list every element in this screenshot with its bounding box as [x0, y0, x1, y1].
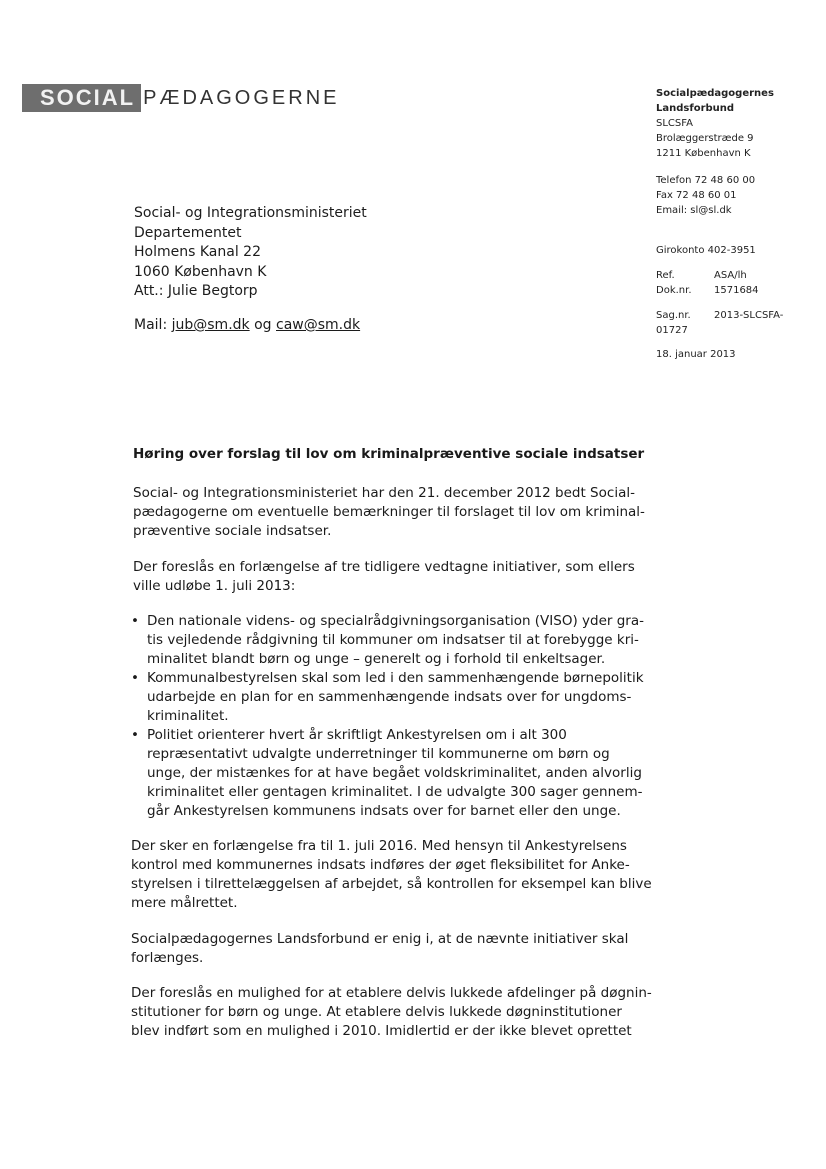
recipient-address: [134, 204, 367, 302]
paragraph-5-line: Der foreslås en mulighed for at etablere delvis lukkede afdelinger på døgnin-: [131, 985, 652, 1001]
paragraph-5-line: stitutioner for børn og unge. At etablere delvis lukkede døgninstitutioner: [131, 1004, 622, 1020]
paragraph-4-line: Socialpædagogernes Landsforbund er enig i, at de nævnte initiativer skal: [131, 931, 629, 947]
sender-street: Brolæggerstræde 9: [656, 133, 754, 144]
letter-date: 18. januar 2013: [656, 349, 736, 360]
recipient-line-2: Departementet: [134, 224, 242, 241]
mail-link-caw[interactable]: caw@sm.dk: [276, 317, 361, 333]
sender-name-1: Socialpædagogernes: [656, 88, 774, 99]
logo-social-box: SOCIAL: [22, 84, 141, 112]
recipient-line-4: 1060 København K: [134, 263, 267, 280]
sender-city: 1211 København K: [656, 148, 751, 159]
paragraph-3-line: mere målrettet.: [131, 895, 238, 911]
initiative-list: [131, 612, 661, 821]
recipient-line-5: Att.: Julie Begtorp: [134, 283, 258, 299]
sag-label: Sag.nr.: [656, 310, 691, 321]
paragraph-3-line: styrelsen i tilrettelæggelsen af arbejdet, så kontrollen for eksempel kan blive: [131, 876, 652, 892]
mail-label: Mail:: [134, 317, 172, 333]
sender-fax: Fax 72 48 60 01: [656, 190, 737, 201]
paragraph-2-line: ville udløbe 1. juli 2013:: [133, 578, 296, 594]
paragraph-1: [133, 484, 663, 541]
sender-giro: Girokonto 402-3951: [656, 245, 756, 256]
sag-value-cont: 01727: [656, 325, 688, 336]
paragraph-4-line: forlænges.: [131, 950, 204, 966]
paragraph-4: [131, 930, 661, 968]
sender-name-2: Landsforbund: [656, 103, 735, 114]
paragraph-2-line: Der foreslås en forlængelse af tre tidligere vedtagne initiativer, som ellers: [133, 559, 635, 575]
sender-block: [656, 86, 821, 362]
initiative-item-2: • Kommunalbestyrelsen skal som led i den sammenhængende børnepolitik udarbejde en plan for en sammenhængende indsats over for ungdoms- kriminalitet.: [131, 669, 661, 726]
mail-link-jub[interactable]: jub@sm.dk: [171, 317, 250, 333]
organization-logo: [22, 84, 339, 112]
paragraph-3-line: Der sker en forlængelse fra til 1. juli 2016. Med hensyn til Ankestyrelsens: [131, 838, 627, 854]
logo-paedagogerne-text: PÆDAGOGERNE: [143, 87, 340, 109]
dok-row: [656, 283, 821, 298]
paragraph-3-line: kontrol med kommunernes indsats indføres der øget fleksibilitet for Anke-: [131, 857, 630, 873]
paragraph-1-line: præventive sociale indsatser.: [133, 523, 332, 539]
paragraph-1-line: pædagogerne om eventuelle bemærkninger til forslaget til lov om kriminal-: [133, 504, 645, 520]
recipient-line-3: Holmens Kanal 22: [134, 244, 261, 260]
initiative-item-1: • Den nationale videns- og specialrådgivningsorganisation (VISO) yder gra- tis vejledende rådgivning til kommuner om indsatser til at forebygge kri- minalitet blandt børn og unge – generelt og i forhold til enkeltsager.: [131, 612, 661, 669]
letter-heading: Høring over forslag til lov om kriminalpræventive sociale indsatser: [133, 446, 645, 462]
dok-value: 1571684: [714, 285, 759, 296]
mail-separator: og: [249, 317, 276, 333]
paragraph-3: [131, 837, 661, 913]
paragraph-5-line: blev indført som en mulighed i 2010. Imidlertid er der ikke blevet oprettet: [131, 1023, 632, 1039]
paragraph-1-line: Social- og Integrationsministeriet har den 21. december 2012 bedt Social-: [133, 485, 635, 501]
ref-row: [656, 268, 821, 283]
mail-line: [134, 317, 360, 333]
sender-phone: Telefon 72 48 60 00: [656, 175, 756, 186]
sag-value: 2013-SLCSFA-: [714, 310, 784, 321]
recipient-line-1: Social- og Integrationsministeriet: [134, 205, 367, 221]
dok-label: Dok.nr.: [656, 285, 692, 296]
sender-email: Email: sl@sl.dk: [656, 205, 732, 216]
initiative-item-3: • Politiet orienterer hvert år skriftligt Ankestyrelsen om i alt 300 repræsentativt udvalgte underretninger til kommunerne om børn og unge, der mistænkes for at have begået voldskriminalitet, anden alvorlig kriminalitet eller gentagen kriminalitet. I de udvalgte 300 sager gennem- går Ankestyrelsen kommunens indsats over for barnet eller den unge.: [131, 726, 661, 821]
sag-row: [656, 308, 821, 323]
sender-abbr: SLCSFA: [656, 118, 693, 129]
ref-label: Ref.: [656, 270, 675, 281]
ref-value: ASA/lh: [714, 270, 747, 281]
paragraph-5: [131, 984, 661, 1041]
paragraph-2: [133, 558, 663, 596]
